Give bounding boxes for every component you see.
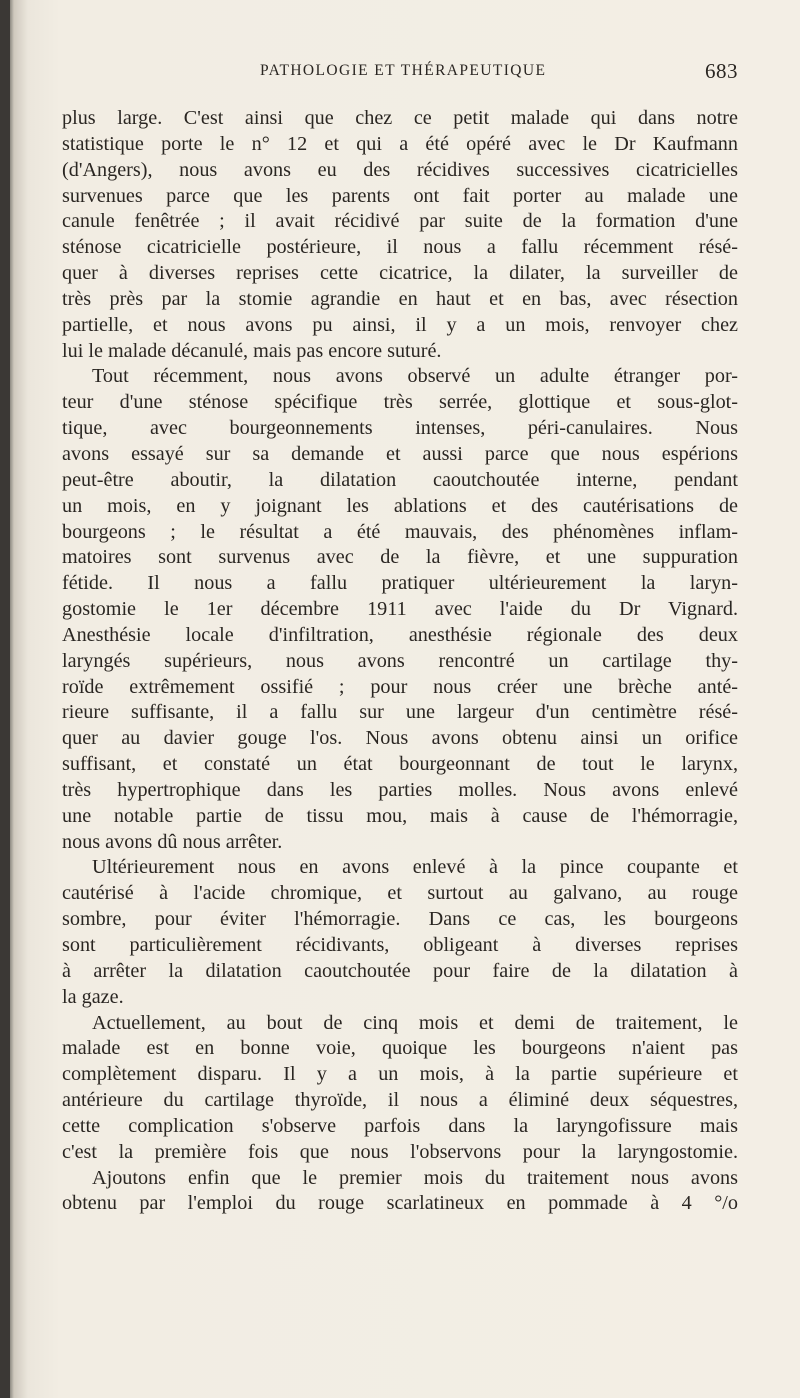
text-line: laryngés supérieurs, nous avons rencontré un cartilage thy-	[62, 649, 738, 672]
text-line: nous avons dû nous arrêter.	[62, 830, 283, 853]
text-line: suffisant, et constaté un état bourgeonnant de tout le larynx,	[62, 753, 738, 776]
text-line: un mois, en y joignant les ablations et des cautérisations de	[62, 494, 738, 517]
text-line: tique, avec bourgeonnements intenses, péri-canulaires. Nous	[62, 417, 738, 440]
text-line: à arrêter la dilatation caoutchoutée pour faire de la dilatation à	[62, 959, 738, 982]
text-line: très hypertrophique dans les parties molles. Nous avons enlevé	[62, 778, 738, 801]
text-line: canule fenêtrée ; il avait récidivé par suite de la formation d'une	[62, 210, 738, 233]
running-title: PATHOLOGIE ET THÉRAPEUTIQUE	[260, 62, 547, 79]
text-line: sténose cicatricielle postérieure, il nous a fallu récemment résé-	[62, 236, 738, 259]
text-line: c'est la première fois que nous l'observons pour la laryngostomie.	[62, 1140, 738, 1163]
text-line: teur d'une sténose spécifique très serrée, glottique et sous-glot-	[62, 391, 738, 414]
text-line: partielle, et nous avons pu ainsi, il y a un mois, renvoyer chez	[62, 313, 738, 336]
page-number: 683	[705, 59, 738, 83]
text-line: très près par la stomie agrandie en haut et en bas, avec résection	[62, 287, 738, 310]
text-line: rieure suffisante, il a fallu sur une largeur d'un centimètre résé-	[62, 701, 738, 724]
text-line: avons essayé sur sa demande et aussi parce que nous espérions	[62, 442, 738, 465]
text-line: survenues parce que les parents ont fait porter au malade une	[62, 184, 738, 207]
text-line: Anesthésie locale d'infiltration, anesthésie régionale des deux	[62, 623, 738, 646]
text-line: fétide. Il nous a fallu pratiquer ultérieurement la laryn-	[62, 572, 738, 595]
body-text	[62, 106, 738, 1217]
text-line: sont particulièrement récidivants, obligeant à diverses reprises	[62, 934, 738, 956]
text-line: roïde extrêmement ossifié ; pour nous créer une brèche anté-	[62, 675, 738, 698]
text-line: Ultérieurement nous en avons enlevé à la pince coupante et	[92, 856, 738, 879]
binding-edge	[0, 0, 10, 1398]
text-line: sombre, pour éviter l'hémorragie. Dans ce cas, les bourgeons	[62, 908, 738, 931]
text-line: plus large. C'est ainsi que chez ce petit malade qui dans notre	[62, 107, 738, 129]
text-line: matoires sont survenus avec de la fièvre, et une suppuration	[62, 546, 738, 569]
text-line: peut-être aboutir, la dilatation caoutchoutée interne, pendant	[62, 468, 738, 491]
text-line: quer à diverses reprises cette cicatrice, la dilater, la surveiller de	[62, 262, 738, 285]
text-line: Tout récemment, nous avons observé un adulte étranger por-	[92, 365, 738, 388]
text-line: Actuellement, au bout de cinq mois et demi de traitement, le	[92, 1011, 738, 1034]
text-line: la gaze.	[62, 985, 124, 1008]
text-line: statistique porte le n° 12 et qui a été opéré avec le Dr Kaufmann	[62, 132, 738, 155]
text-line: complètement disparu. Il y a un mois, à la partie supérieure et	[62, 1063, 738, 1086]
text-line: une notable partie de tissu mou, mais à cause de l'hémorragie,	[62, 804, 738, 827]
text-line: quer au davier gouge l'os. Nous avons obtenu ainsi un orifice	[62, 727, 738, 750]
text-line: gostomie le 1er décembre 1911 avec l'aide du Dr Vignard.	[62, 598, 738, 621]
text-line: Ajoutons enfin que le premier mois du traitement nous avons	[92, 1166, 738, 1189]
text-line: antérieure du cartilage thyroïde, il nous a éliminé deux séquestres,	[62, 1089, 738, 1112]
text-line: bourgeons ; le résultat a été mauvais, des phénomènes inflam-	[62, 520, 738, 543]
text-line: obtenu par l'emploi du rouge scarlatineux en pommade à 4 °/o	[62, 1192, 738, 1215]
running-header	[62, 59, 738, 86]
text-line: cautérisé à l'acide chromique, et surtout au galvano, au rouge	[62, 882, 738, 905]
text-line: cette complication s'observe parfois dans la laryngofissure mais	[62, 1114, 738, 1137]
text-line: (d'Angers), nous avons eu des récidives successives cicatricielles	[62, 158, 738, 181]
text-line: malade est en bonne voie, quoique les bourgeons n'aient pas	[62, 1037, 738, 1060]
text-line: lui le malade décanulé, mais pas encore suturé.	[62, 339, 442, 362]
